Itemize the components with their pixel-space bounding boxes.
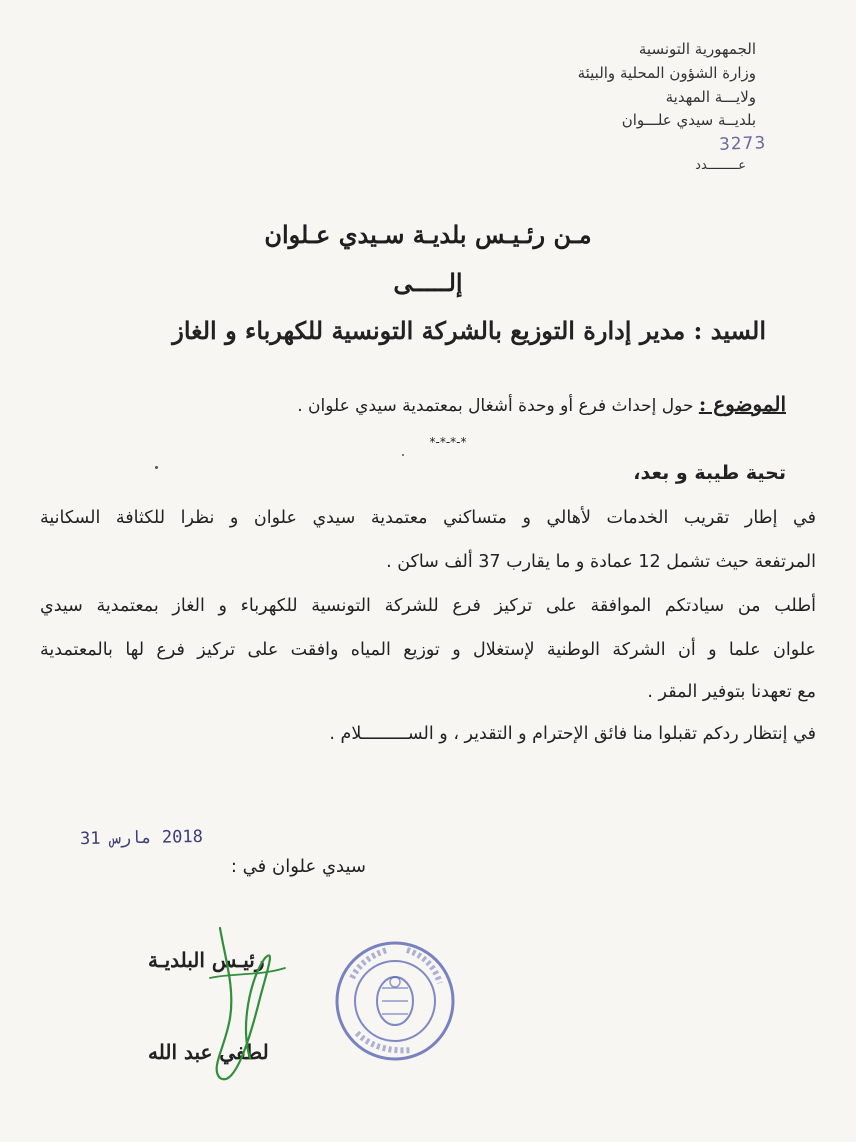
body-line: المرتفعة حيث تشمل 12 عمادة و ما يقارب 37 ألف ساكن . (386, 552, 816, 572)
letterhead-ministry: وزارة الشؤون المحلية والبيئة (577, 64, 756, 82)
body-line: مع تعهدنا بتوفير المقر . (647, 682, 816, 702)
greeting: تحية طيبة و بعد، (633, 462, 786, 484)
body-line: في إطار تقريب الخدمات لأهالي و متساكني معتمدية سيدي علوان و نظرا للكثافة السكانية (40, 508, 816, 528)
date-place-label: سيدي علوان في : (230, 856, 366, 877)
sender-title: مـن رئـيـس بلديـة سـيدي عـلوان (264, 220, 592, 249)
separator: *-*-*-* (429, 435, 467, 449)
subject-text: حول إحداث فرع أو وحدة أشغال بمعتمدية سيدي علوان . (297, 396, 694, 416)
subject-line (297, 392, 786, 416)
letterhead-country: الجمهورية التونسية (638, 40, 756, 58)
subject-label: الموضوع : (698, 392, 786, 416)
signatory-name: لطفي عبد الله (148, 1040, 269, 1064)
to-label: إلـــــى (393, 268, 463, 297)
letterhead-municipality: بلديــة سيدي علـــوان (621, 111, 756, 129)
paper-speck (155, 466, 158, 469)
addressee-line: السيد : مدير إدارة التوزيع بالشركة التونسية للكهرباء و الغاز (172, 316, 766, 345)
official-seal (332, 938, 458, 1064)
letterhead-governorate: ولايـــة المهدية (665, 88, 756, 106)
number-label: عــــــــدد (695, 158, 746, 173)
signatory-title: رئيـس البلديـة (148, 948, 265, 972)
handwritten-signature (190, 918, 300, 1088)
body-line: أطلب من سيادتكم الموافقة على تركيز فرع للشركة التونسية للكهرباء و الغاز بمعتمدية سيدي (40, 596, 816, 616)
paper-speck (402, 454, 404, 456)
date-stamp: 2018 مارس 31 (79, 826, 204, 850)
reference-number: 3273 (718, 133, 767, 155)
body-line: علوان علما و أن الشركة الوطنية لإستغلال و توزيع المياه وافقت على تركيز فرع لها بالمعتمدية (40, 640, 816, 660)
body-line: في إنتظار ردكم تقبلوا منا فائق الإحترام و التقدير ، و الســـــــــلام . (329, 724, 816, 744)
